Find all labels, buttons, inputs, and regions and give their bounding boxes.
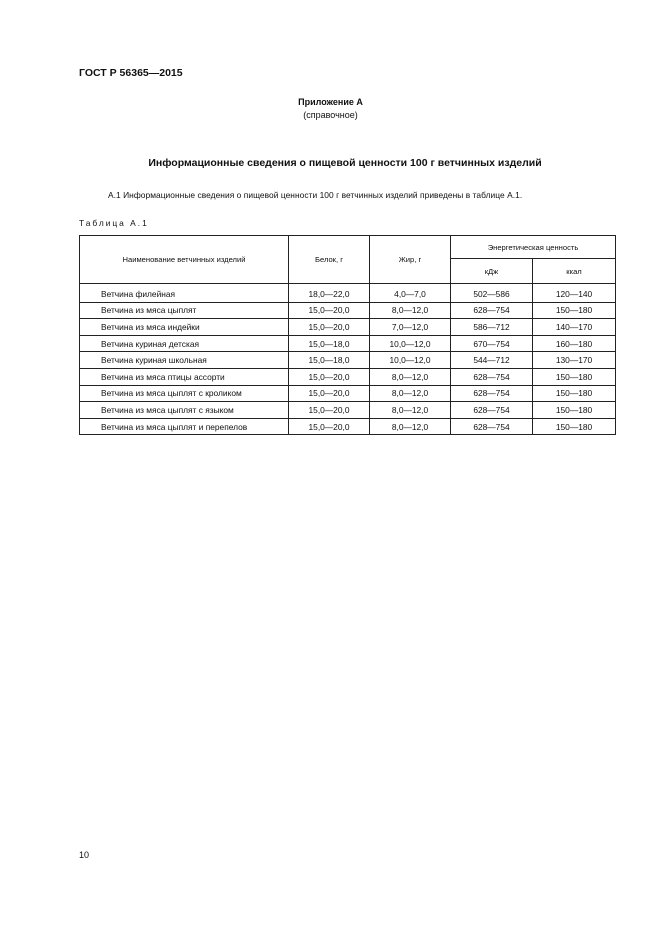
document-code: ГОСТ Р 56365—2015 — [79, 67, 183, 79]
table-row — [80, 352, 616, 369]
cell-fat: 4,0—7,0 — [370, 284, 451, 303]
cell-name: Ветчина из мяса цыплят с кроликом — [80, 385, 289, 402]
table-row — [80, 284, 616, 303]
cell-protein: 15,0—18,0 — [289, 335, 370, 352]
cell-name: Ветчина из мяса цыплят и перепелов — [80, 418, 289, 435]
cell-name: Ветчина куриная детская — [80, 335, 289, 352]
cell-protein: 15,0—20,0 — [289, 385, 370, 402]
cell-kj: 628—754 — [451, 385, 533, 402]
cell-kcal: 130—170 — [533, 352, 616, 369]
cell-kcal: 150—180 — [533, 302, 616, 319]
cell-kcal: 120—140 — [533, 284, 616, 303]
cell-protein: 18,0—22,0 — [289, 284, 370, 303]
header-kj: кДж — [451, 259, 533, 284]
table-body — [80, 284, 616, 435]
cell-kj: 586—712 — [451, 319, 533, 336]
section-heading: Информационные сведения о пищевой ценности 100 г ветчинных изделий — [148, 157, 542, 169]
cell-fat: 7,0—12,0 — [370, 319, 451, 336]
cell-fat: 8,0—12,0 — [370, 368, 451, 385]
cell-protein: 15,0—18,0 — [289, 352, 370, 369]
cell-name: Ветчина из мяса птицы ассорти — [80, 368, 289, 385]
cell-protein: 15,0—20,0 — [289, 368, 370, 385]
cell-protein: 15,0—20,0 — [289, 402, 370, 419]
cell-kj: 670—754 — [451, 335, 533, 352]
cell-protein: 15,0—20,0 — [289, 302, 370, 319]
header-energy: Энергетическая ценность — [451, 236, 616, 259]
cell-fat: 10,0—12,0 — [370, 335, 451, 352]
table-row — [80, 302, 616, 319]
table-row — [80, 368, 616, 385]
header-kcal: ккал — [533, 259, 616, 284]
intro-paragraph: А.1 Информационные сведения о пищевой ценности 100 г ветчинных изделий приведены в таблице А.1. — [108, 190, 523, 200]
nutrition-table — [79, 235, 616, 435]
cell-kcal: 160—180 — [533, 335, 616, 352]
cell-kj: 628—754 — [451, 402, 533, 419]
header-protein: Белок, г — [289, 236, 370, 284]
table-row — [80, 418, 616, 435]
cell-kcal: 140—170 — [533, 319, 616, 336]
appendix-heading — [0, 96, 661, 122]
cell-kj: 628—754 — [451, 418, 533, 435]
cell-kcal: 150—180 — [533, 368, 616, 385]
cell-kcal: 150—180 — [533, 385, 616, 402]
cell-fat: 8,0—12,0 — [370, 402, 451, 419]
cell-kj: 544—712 — [451, 352, 533, 369]
cell-kj: 502—586 — [451, 284, 533, 303]
cell-kcal: 150—180 — [533, 418, 616, 435]
table-row — [80, 335, 616, 352]
header-name: Наименование ветчинных изделий — [80, 236, 289, 284]
cell-name: Ветчина филейная — [80, 284, 289, 303]
appendix-title: Приложение А — [298, 97, 363, 107]
cell-name: Ветчина куриная школьная — [80, 352, 289, 369]
cell-fat: 8,0—12,0 — [370, 418, 451, 435]
table-caption: Таблица А.1 — [79, 218, 149, 228]
cell-name: Ветчина из мяса цыплят с языком — [80, 402, 289, 419]
table-row — [80, 319, 616, 336]
cell-kj: 628—754 — [451, 302, 533, 319]
page-number: 10 — [79, 850, 90, 860]
header-fat: Жир, г — [370, 236, 451, 284]
table-row — [80, 385, 616, 402]
cell-name: Ветчина из мяса индейки — [80, 319, 289, 336]
cell-name: Ветчина из мяса цыплят — [80, 302, 289, 319]
cell-fat: 8,0—12,0 — [370, 385, 451, 402]
cell-fat: 10,0—12,0 — [370, 352, 451, 369]
cell-protein: 15,0—20,0 — [289, 418, 370, 435]
cell-kj: 628—754 — [451, 368, 533, 385]
appendix-subtitle: (справочное) — [303, 110, 358, 120]
cell-kcal: 150—180 — [533, 402, 616, 419]
cell-fat: 8,0—12,0 — [370, 302, 451, 319]
cell-protein: 15,0—20,0 — [289, 319, 370, 336]
table-row — [80, 402, 616, 419]
